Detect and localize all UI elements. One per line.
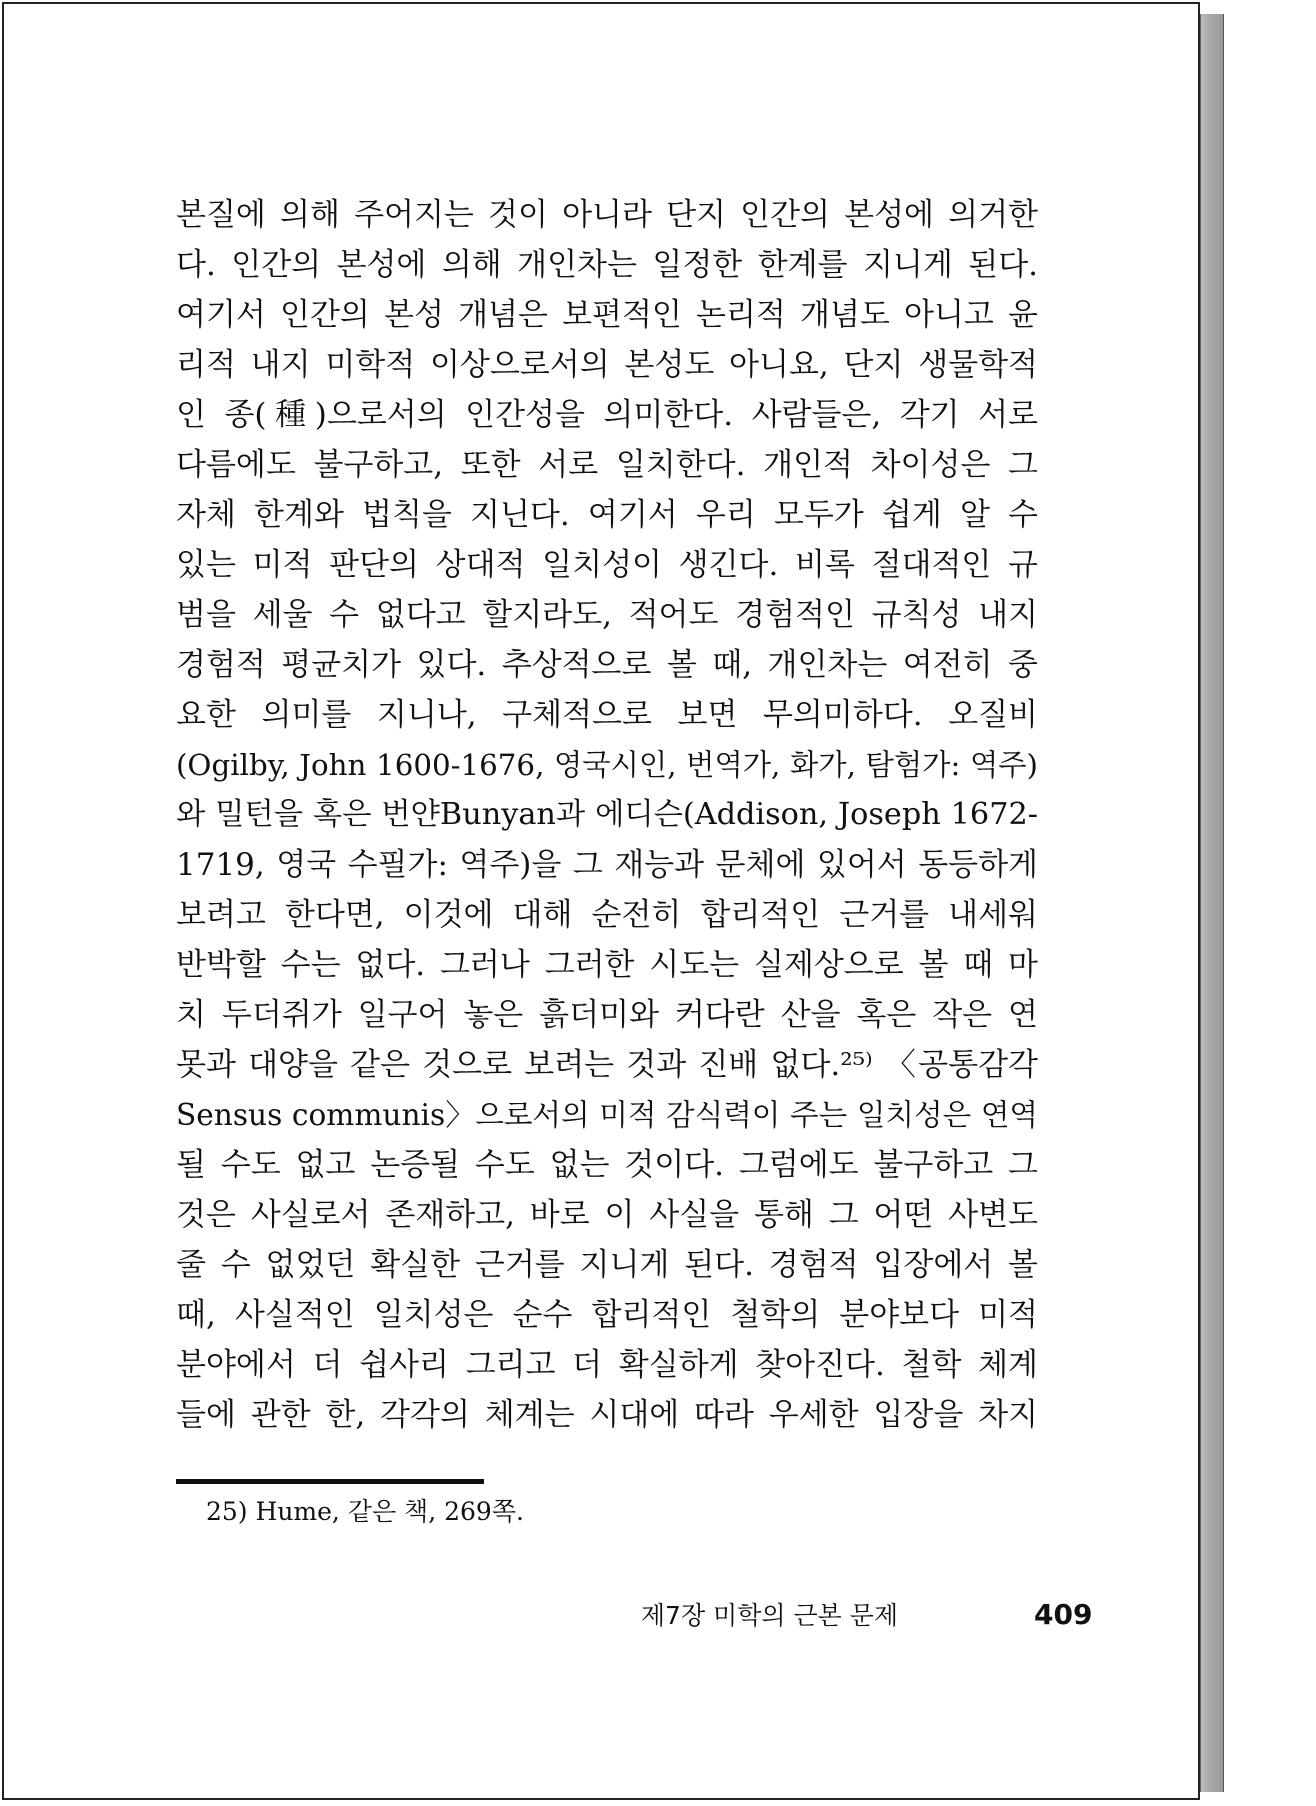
text-line: 들에 관한 한, 각각의 체계는 시대에 따라 우세한 입장을 차지 [176, 1397, 1038, 1433]
book-page [2, 2, 1200, 1800]
text-line: 분야에서 더 쉽사리 그리고 더 확실하게 찾아진다. 철학 체계 [176, 1347, 1038, 1383]
text-line: 인 종(種)으로서의 인간성을 의미한다. 사람들은, 각기 서로 [176, 397, 1038, 433]
text-line: 와 밀턴을 혹은 번얀Bunyan과 에디슨(Addison, Joseph 1672- [176, 797, 1038, 832]
running-footer-chapter: 제7장 미학의 근본 문제 [640, 1601, 898, 1630]
text-line: 때, 사실적인 일치성은 순수 합리적인 철학의 분야보다 미적 [176, 1297, 1038, 1333]
text-line: 다. 인간의 본성에 의해 개인차는 일정한 한계를 지니게 된다. [176, 247, 1038, 283]
page-number: 409 [1034, 1598, 1093, 1631]
text-line: 될 수도 없고 논증될 수도 없는 것이다. 그럼에도 불구하고 그 [176, 1147, 1038, 1183]
text-line: 경험적 평균치가 있다. 추상적으로 볼 때, 개인차는 여전히 중 [176, 647, 1038, 683]
text-line: 범을 세울 수 없다고 할지라도, 적어도 경험적인 규칙성 내지 [176, 597, 1038, 633]
text-line: 1719, 영국 수필가: 역주)을 그 재능과 문체에 있어서 동등하게 [176, 847, 1038, 883]
text-line: 요한 의미를 지니나, 구체적으로 보면 무의미하다. 오질비 [176, 697, 1038, 733]
text-line: 있는 미적 판단의 상대적 일치성이 생긴다. 비록 절대적인 규 [176, 547, 1038, 583]
page-edge [1200, 14, 1224, 1792]
footnote-rule [176, 1479, 484, 1484]
body-text [176, 190, 1038, 1440]
text-line: 여기서 인간의 본성 개념은 보편적인 논리적 개념도 아니고 윤 [176, 297, 1038, 333]
text-line: 자체 한계와 법칙을 지닌다. 여기서 우리 모두가 쉽게 알 수 [176, 497, 1038, 533]
text-line: 다름에도 불구하고, 또한 서로 일치한다. 개인적 차이성은 그 [176, 447, 1038, 483]
footnote: 25) Hume, 같은 책, 269쪽. [206, 1497, 524, 1526]
text-line: 치 두더쥐가 일구어 놓은 흙더미와 커다란 산을 혹은 작은 연 [176, 997, 1038, 1033]
text-line: 것은 사실로서 존재하고, 바로 이 사실을 통해 그 어떤 사변도 [176, 1197, 1038, 1233]
text-line: (Ogilby, John 1600-1676, 영국시인, 번역가, 화가, 탐험가: 역주) [176, 748, 1038, 782]
text-line: 본질에 의해 주어지는 것이 아니라 단지 인간의 본성에 의거한 [176, 197, 1038, 233]
text-line: 보려고 한다면, 이것에 대해 순전히 합리적인 근거를 내세워 [176, 897, 1038, 933]
text-line: 못과 대양을 같은 것으로 보려는 것과 진배 없다.²⁵⁾ 〈공통감각 [176, 1047, 1038, 1083]
text-line: 리적 내지 미학적 이상으로서의 본성도 아니요, 단지 생물학적 [176, 347, 1038, 383]
text-line: 줄 수 없었던 확실한 근거를 지니게 된다. 경험적 입장에서 볼 [176, 1247, 1038, 1283]
text-line: 반박할 수는 없다. 그러나 그러한 시도는 실제상으로 볼 때 마 [176, 947, 1038, 983]
text-line: Sensus communis〉으로서의 미적 감식력이 주는 일치성은 연역 [176, 1098, 1038, 1132]
